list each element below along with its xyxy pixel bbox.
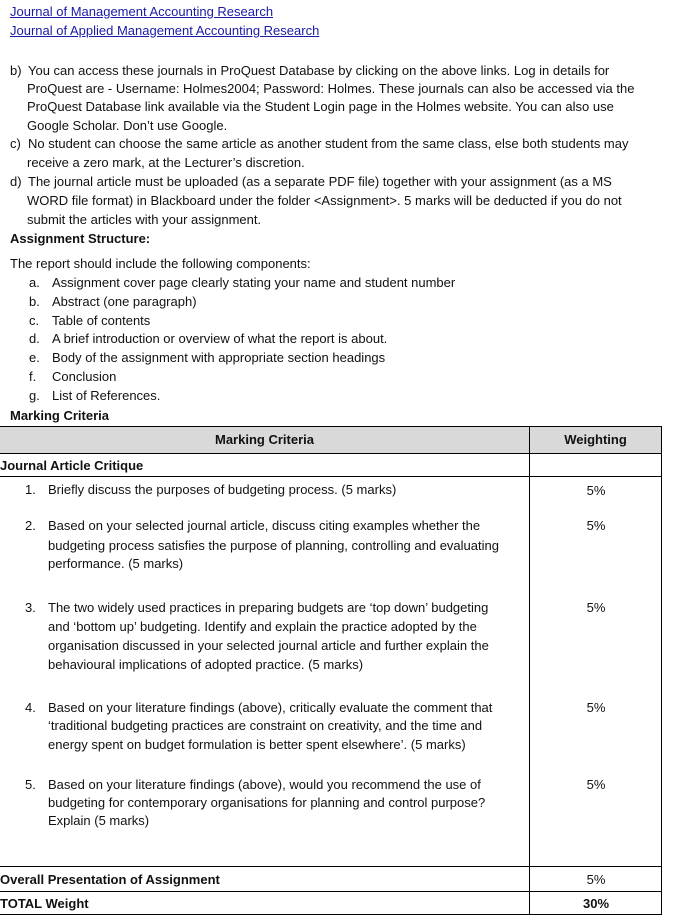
criterion-text: Based on your literature findings (above), critically evaluate the comment that xyxy=(48,700,493,715)
table-border xyxy=(661,426,662,915)
instruction-b-line: You can access these journals in ProQuest Database by clicking on the above links. Log in details for xyxy=(28,63,610,78)
assignment-structure-heading: Assignment Structure: xyxy=(10,231,151,246)
instruction-c-label: c) xyxy=(10,136,21,151)
table-border xyxy=(529,426,530,915)
instruction-d-line: WORD file format) in Blackboard under the folder <Assignment>. 5 marks will be deducted if you do not xyxy=(27,193,622,208)
table-border xyxy=(0,453,662,454)
criterion-text: ‘traditional budgeting practices are constraint on creativity, and the time and xyxy=(48,718,483,733)
structure-item-text: Assignment cover page clearly stating your name and student number xyxy=(52,275,456,290)
instruction-b-line: Google Scholar. Don’t use Google. xyxy=(27,118,228,133)
structure-item-label: d. xyxy=(29,331,40,346)
instruction-b-line: ProQuest are - Username: Holmes2004; Password: Holmes. These journals can also be accessed via the xyxy=(27,81,635,96)
criterion-number: 3. xyxy=(25,600,36,615)
structure-item-text: Body of the assignment with appropriate section headings xyxy=(52,350,386,365)
criterion-number: 1. xyxy=(25,482,36,497)
criterion-weight: 5% xyxy=(586,600,606,615)
column-header-criteria: Marking Criteria xyxy=(215,432,314,447)
structure-item-label: b. xyxy=(29,294,40,309)
instruction-d-line: The journal article must be uploaded (as a separate PDF file) together with your assignment (as a MS xyxy=(28,174,612,189)
criterion-text: Explain (5 marks) xyxy=(48,813,150,828)
criterion-text: behavioural implications of adopted practice. (5 marks) xyxy=(48,657,364,672)
structure-item-text: A brief introduction or overview of what the report is about. xyxy=(52,331,388,346)
instruction-c-line: No student can choose the same article as another student from the same class, else both students may xyxy=(28,136,629,151)
table-border xyxy=(0,914,662,915)
instruction-d-label: d) xyxy=(10,174,22,189)
journal-link-management-accounting[interactable]: Journal of Management Accounting Research xyxy=(10,4,274,19)
instruction-d-line: submit the articles with your assignment. xyxy=(27,212,262,227)
column-header-weighting: Weighting xyxy=(564,432,627,447)
criterion-weight: 5% xyxy=(586,777,606,792)
criterion-text: and ‘bottom up’ budgeting. Identify and explain the practice adopted by the xyxy=(48,619,477,634)
total-weight-value: 30% xyxy=(582,896,610,911)
structure-item-text: Conclusion xyxy=(52,369,117,384)
structure-item-text: Table of contents xyxy=(52,313,151,328)
table-border xyxy=(0,426,662,427)
table-border xyxy=(0,476,662,477)
overall-presentation-weight: 5% xyxy=(586,872,606,887)
instruction-b-line: ProQuest Database link available via the Student Login page in the Holmes website. You can also use xyxy=(27,99,614,114)
structure-intro: The report should include the following components: xyxy=(10,256,311,271)
marking-criteria-heading: Marking Criteria xyxy=(10,408,109,423)
structure-item-label: a. xyxy=(29,275,40,290)
structure-item-label: f. xyxy=(29,369,37,384)
criterion-text: The two widely used practices in preparing budgets are ‘top down’ budgeting xyxy=(48,600,489,615)
criterion-text: performance. (5 marks) xyxy=(48,556,184,571)
criterion-weight: 5% xyxy=(586,518,606,533)
criterion-text: energy spent on budget formulation is better spent elsewhere’. (5 marks) xyxy=(48,737,466,752)
total-weight-label: TOTAL Weight xyxy=(0,896,89,911)
criterion-number: 5. xyxy=(25,777,36,792)
criterion-text: Based on your selected journal article, discuss citing examples whether the xyxy=(48,518,481,533)
structure-item-text: Abstract (one paragraph) xyxy=(52,294,197,309)
criterion-text: organisation discussed in your selected journal article and further explain the xyxy=(48,638,489,653)
instruction-b-label: b) xyxy=(10,63,22,78)
structure-item-label: g. xyxy=(29,388,40,403)
structure-item-text: List of References. xyxy=(52,388,161,403)
criterion-text: budgeting process satisfies the purpose of planning, controlling and evaluating xyxy=(48,538,499,553)
journal-link-applied-management-accounting[interactable]: Journal of Applied Management Accounting Research xyxy=(10,23,320,38)
instruction-c-line: receive a zero mark, at the Lecturer’s discretion. xyxy=(27,155,305,170)
overall-presentation-label: Overall Presentation of Assignment xyxy=(0,872,220,887)
criterion-number: 4. xyxy=(25,700,36,715)
structure-item-label: e. xyxy=(29,350,40,365)
criterion-text: budgeting for contemporary organisations for planning and control purpose? xyxy=(48,795,486,810)
criterion-weight: 5% xyxy=(586,700,606,715)
structure-item-label: c. xyxy=(29,313,40,328)
criterion-weight: 5% xyxy=(586,483,606,498)
section-journal-article-critique: Journal Article Critique xyxy=(0,458,144,473)
table-border xyxy=(0,891,662,892)
table-border xyxy=(0,866,662,867)
criterion-number: 2. xyxy=(25,518,36,533)
criterion-text: Briefly discuss the purposes of budgeting process. (5 marks) xyxy=(48,482,397,497)
criterion-text: Based on your literature findings (above), would you recommend the use of xyxy=(48,777,481,792)
